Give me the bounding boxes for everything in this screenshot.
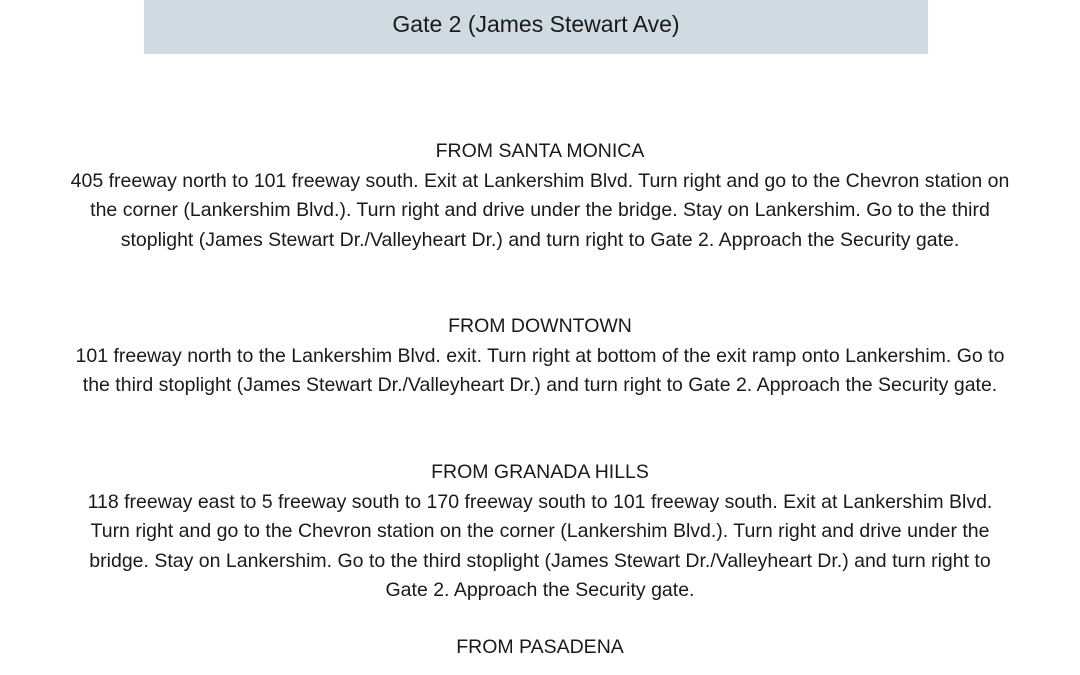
section-heading: FROM PASADENA [456,636,624,658]
directions-section-santa-monica [40,137,1040,255]
directions-section-pasadena [40,633,1040,663]
section-heading: FROM GRANADA HILLS [431,461,649,483]
gate-title: Gate 2 (James Stewart Ave) [392,11,680,37]
section-body: 101 freeway north to the Lankershim Blvd. exit. Turn right at bottom of the exit ramp onto Lankershim. Go to the third stoplight (James Stewart Dr./Valleyheart Dr.) and turn right to Gate 2. Approach the Security gate. [75,344,1005,396]
header-underlines [144,0,928,4]
section-body: 405 freeway north to 101 freeway south. Exit at Lankershim Blvd. Turn right and go to the Chevron station on the corner (Lankershim Blvd.). Turn right and drive under the bridge. Stay on Lankershim. Go to the third stoplight (James Stewart Dr./Valleyheart Dr.) and turn right to Gate 2. Approach the Security gate. [70,169,1010,251]
directions-section-downtown [40,312,1040,401]
section-heading: FROM DOWNTOWN [448,315,632,337]
section-heading: FROM SANTA MONICA [435,140,645,162]
directions-section-granada-hills [40,458,1040,606]
header-band [144,0,928,54]
section-body: 118 freeway east to 5 freeway south to 170 freeway south to 101 freeway south. Exit at Lankershim Blvd. Turn right and go to the Chevron station on the corner (Lankershim Blvd.). Turn right and drive under the bridge. Stay on Lankershim. Go to the third stoplight (James Stewart Dr./Valleyheart Dr.) and turn right to Gate 2. Approach the Security gate. [87,490,993,601]
